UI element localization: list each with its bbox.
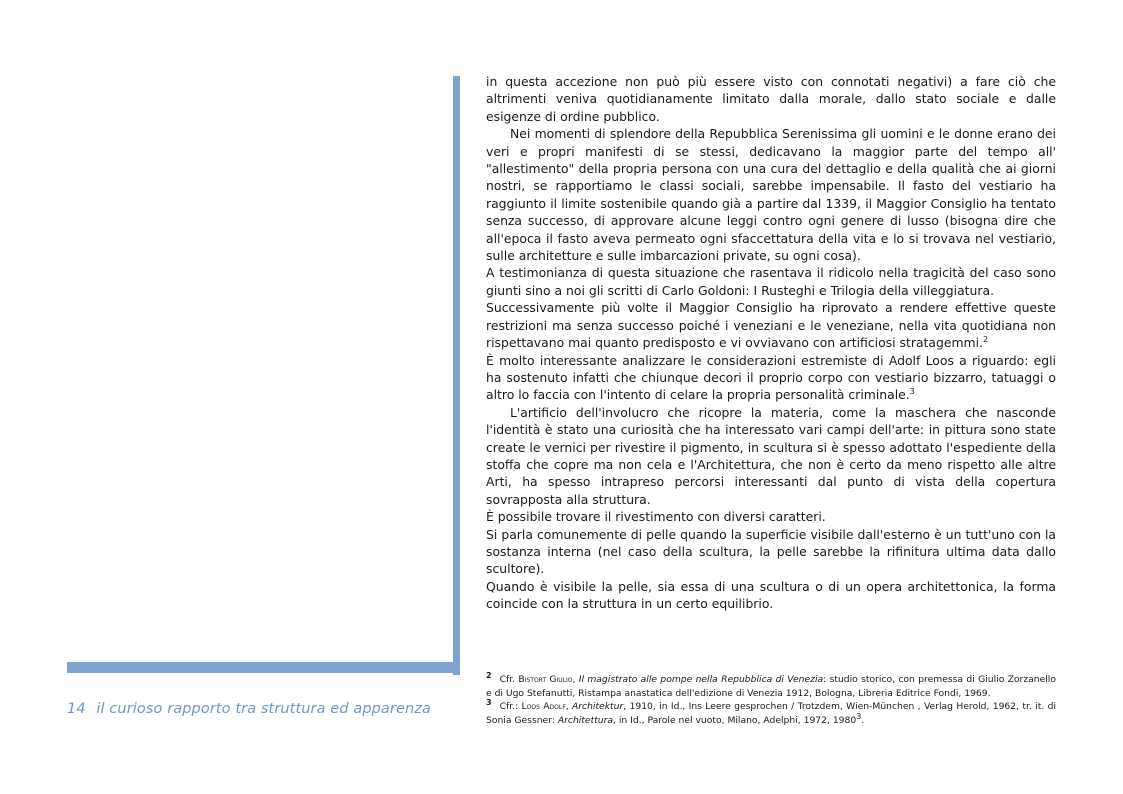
- paragraph: L'artificio dell'involucro che ricopre la materia, come la maschera che nasconde l'identità è stato una curiosità che ha interessato vari campi dell'arte: in pittura sono state create le vernici per rivestire il pigmento, in scultura si è spesso adottato l'espediente della stoffa che copre ma non cela e l'Architettura, che non è certo da meno rispetto alle altre Arti, ha spesso intrapreso percorsi interessanti dal punto di vista della copertura sovrapposta alla struttura.: [486, 404, 1056, 507]
- paragraph: [486, 299, 1056, 351]
- footnote-ref: 3: [909, 387, 915, 397]
- footnote: [486, 670, 1056, 700]
- paragraph: Nei momenti di splendore della Repubblica Serenissima gli uomini e le donne erano dei veri e propri manifesti di se stessi, dedicavano la maggior parte del tempo all' "allestimento" della propria persona con una cura del dettaglio e della qualità che ai giorni nostri, se rapportiamo le classi sociali, sarebbe impensabile. Il fasto del vestiario ha raggiunto il limite sostenibile quando già a partire dal 1339, il Maggior Consiglio ha tentato senza successo, di approvare alcune leggi contro ogni genere di lusso (bisogna dire che all'epoca il fasto aveva permeato ogni sfaccettatura della vita e lo si trovava nel vestiario, sulle architetture e sulle imbarcazioni private, su ogni cosa).: [486, 126, 1056, 264]
- paragraph-text: È molto interessante analizzare le considerazioni estremiste di Adolf Loos a riguardo: egli ha sostenuto infatti che chiunque decori il proprio corpo con vestiario bizzarro, tatuaggi o altro lo faccia con l'intento di celare la propria personalità criminale.: [486, 352, 1056, 403]
- footnote-prefix: Cfr.: [499, 674, 519, 685]
- footnote-author: Loos Adolf: [521, 701, 566, 713]
- footnote-rest: , 1910, in Id., Ins Leere gesprochen / Trotzdem, Wien-München , Verlag Herold, 1962, tr. it. di Sonia Gessner:: [486, 701, 1057, 726]
- page-number: 14: [67, 701, 86, 717]
- page-footer: [67, 701, 431, 717]
- footnote-title: Architettura: [557, 714, 614, 726]
- footnote-author: Bistort Giulio: [518, 674, 573, 685]
- footnote-number: 3: [486, 698, 492, 708]
- paragraph-text: Successivamente più volte il Maggior Consiglio ha riprovato a rendere effettive queste restrizioni ma senza successo poiché i veneziani e le veneziane, nella vita quotidiana non rispettavano mai quanto predisposto e vi ovviavano con artificiosi stratagemmi.: [486, 300, 1056, 351]
- paragraph: Si parla comunemente di pelle quando la superficie visibile dall'esterno è un tutt'uno con la sostanza interna (nel caso della scultura, la pelle sarebbe la rifinitura ultima data dallo scultore).: [486, 526, 1056, 577]
- paragraph: in questa accezione non può più essere visto con connotati negativi) a fare ciò che altrimenti veniva quotidianamente limitato dalla morale, dallo stato sociale e dalle esigenze di ordine pubblico.: [486, 74, 1056, 124]
- paragraph: Quando è visibile la pelle, sia essa di una scultura o di un opera architettonica, la forma coincide con la struttura in un certo equilibrio.: [486, 578, 1056, 612]
- footnote-title: Architektur: [571, 701, 624, 713]
- chapter-title: il curioso rapporto tra struttura ed apparenza: [96, 701, 431, 717]
- paragraph: [486, 352, 1056, 404]
- paragraph: È possibile trovare il rivestimento con diversi caratteri.: [486, 509, 826, 525]
- footnote-prefix: Cfr.:: [499, 701, 522, 713]
- body-text: [486, 73, 1056, 613]
- horizontal-accent-bar: [67, 662, 460, 673]
- footnote-title: Il magistrato alle pompe nella Repubblica di Venezia: [578, 674, 824, 685]
- vertical-accent-bar: [453, 76, 460, 675]
- footnote-end: .: [861, 714, 865, 726]
- footnotes: [486, 670, 1057, 727]
- footnote-sep: ,: [572, 674, 579, 685]
- paragraph: A testimonianza di questa situazione che rasentava il ridicolo nella tragicità del caso sono giunti sino a noi gli scritti di Carlo Goldoni: I Rusteghi e Trilogia della villeggiatura.: [486, 265, 1056, 298]
- footnote-ref: 2: [983, 334, 989, 344]
- footnote-rest: : studio storico, con premessa di Giulio Zorzanello e di Ugo Stefanutti, Ristampa anastatica dell'edizione di Venezia 1912, Bologna, Libreria Editrice Fondi, 1969.: [486, 674, 1056, 699]
- footnote-rest: , in Id., Parole nel vuoto, Milano, Adelphi, 1972, 1980: [613, 714, 857, 726]
- footnote-sep: ,: [565, 701, 572, 713]
- footnote-number: 2: [486, 670, 492, 680]
- footnote: [486, 700, 1056, 727]
- footnote-superscript: 3: [856, 711, 862, 721]
